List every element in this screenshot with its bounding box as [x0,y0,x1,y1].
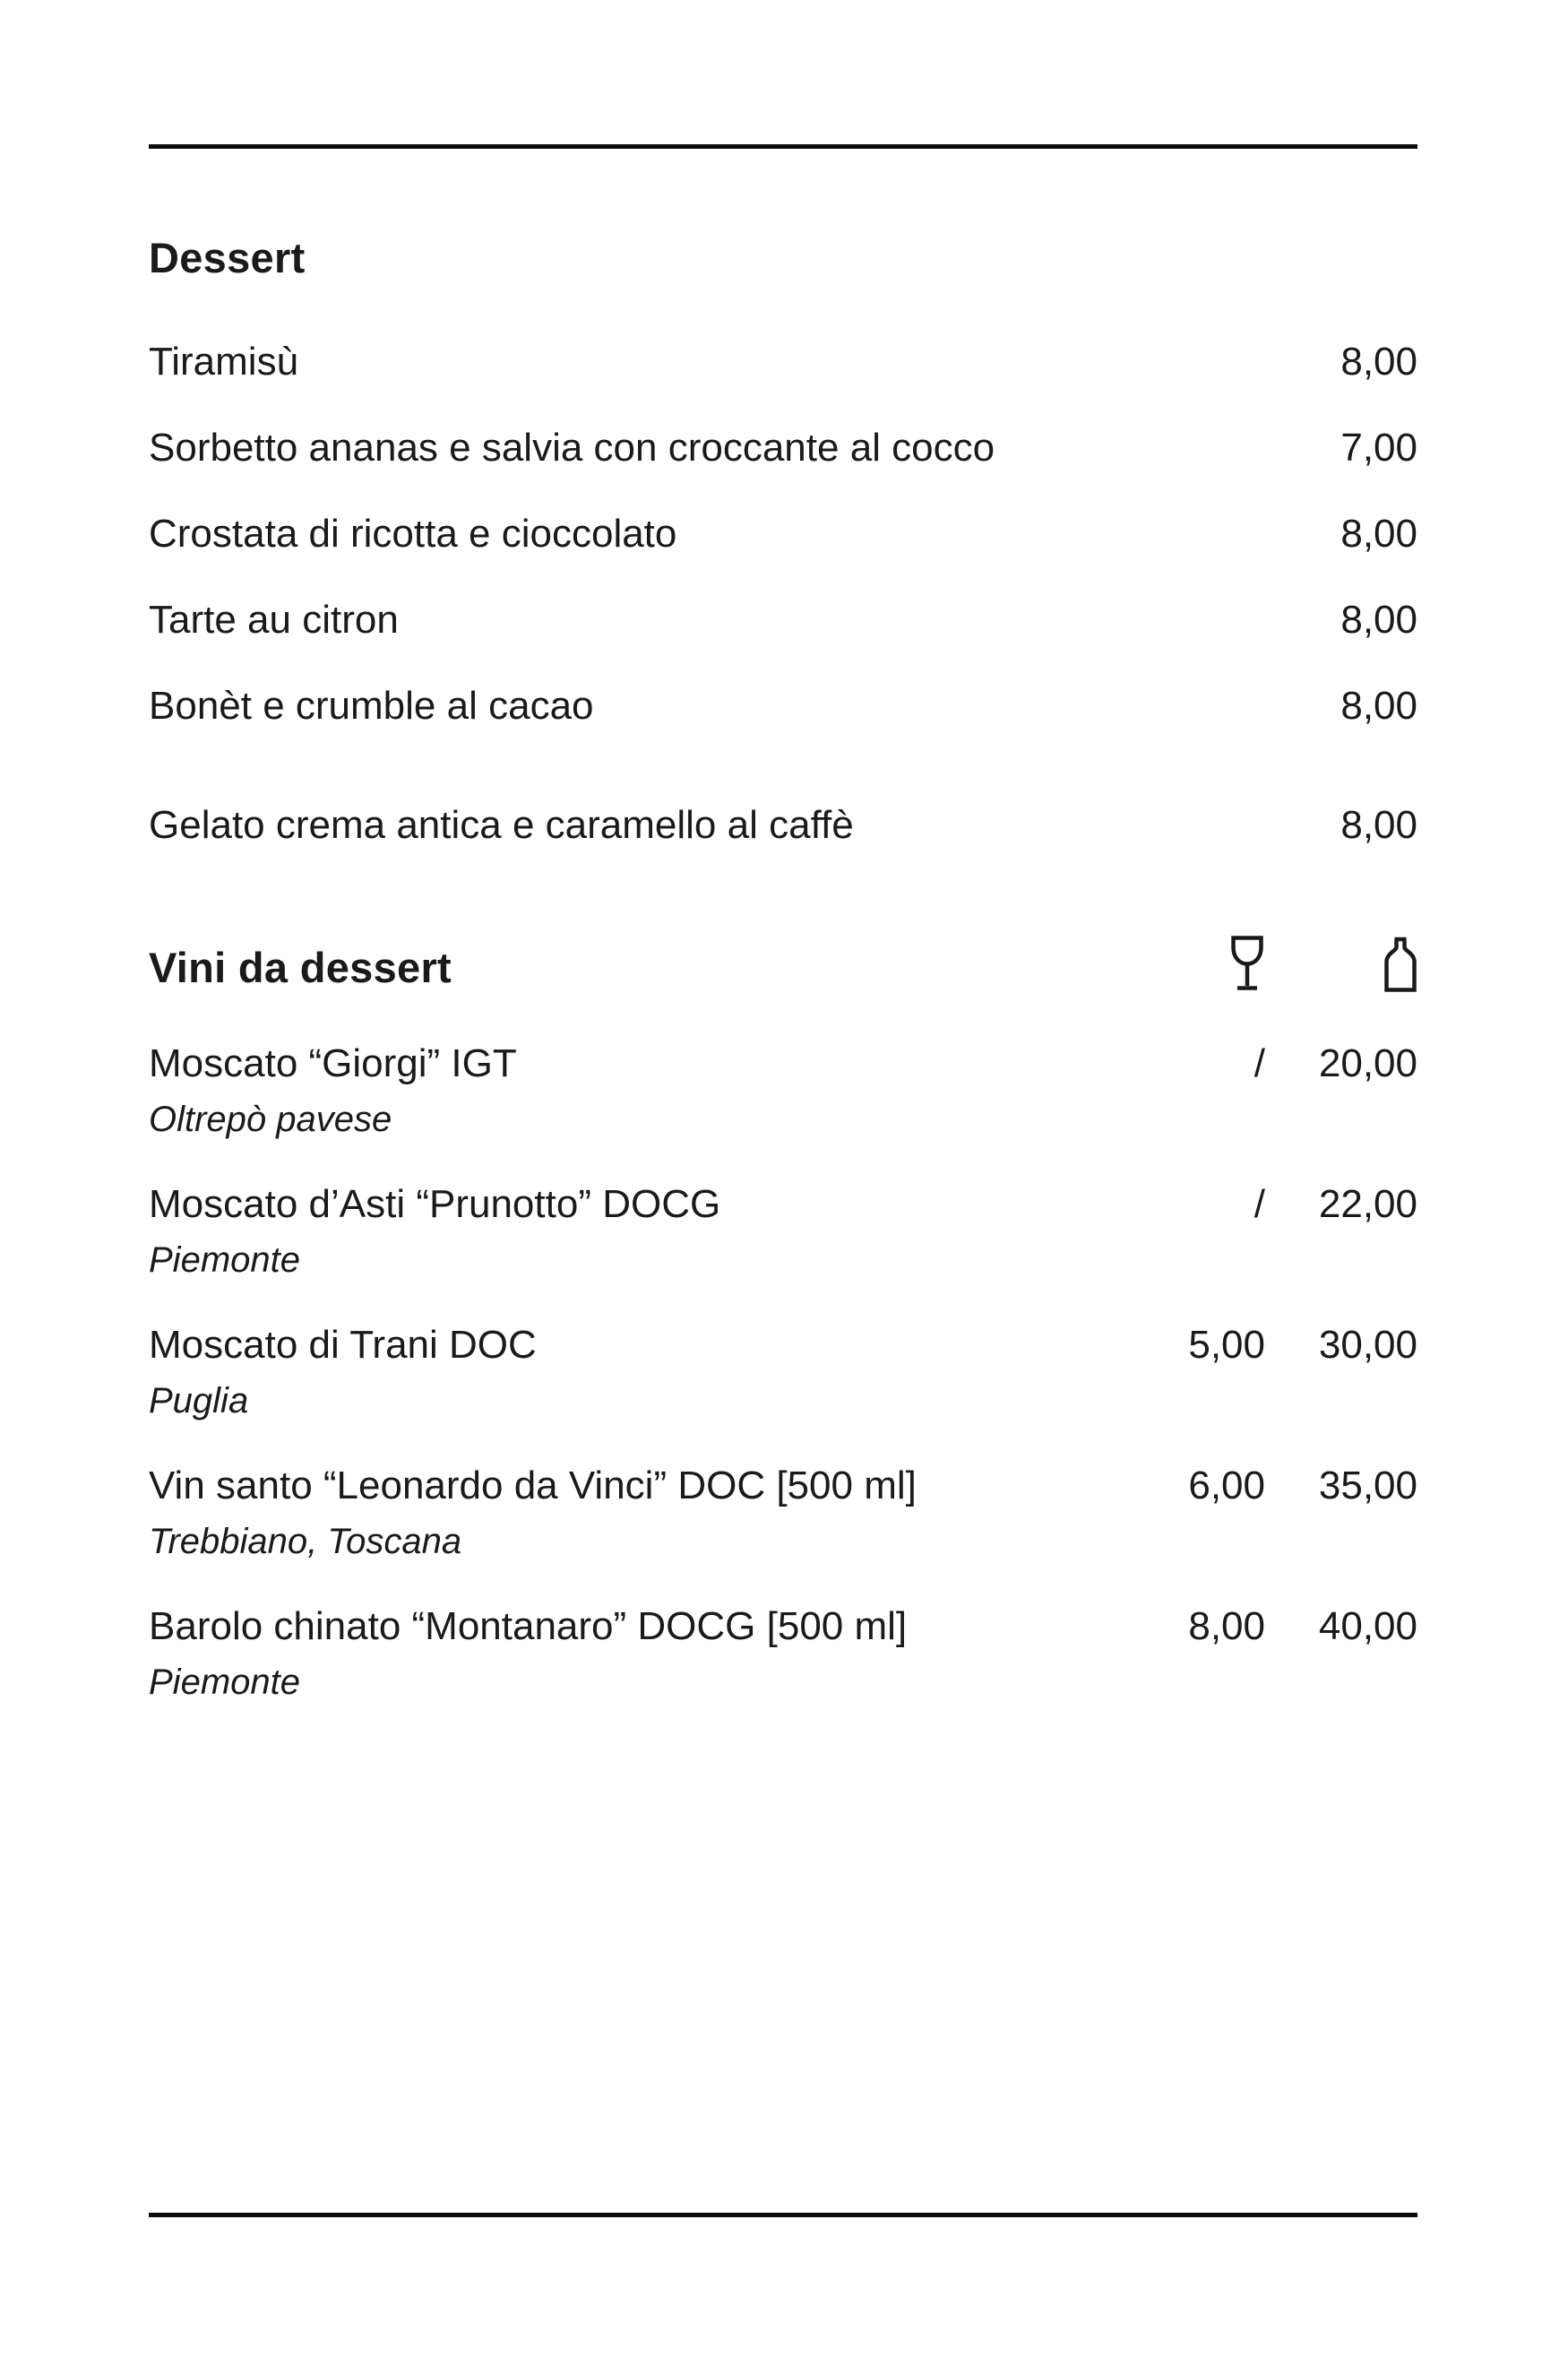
bottom-divider [149,2213,1417,2217]
wine-item-region: Oltrepò pavese [149,1100,392,1139]
dessert-item-name: Bonèt e crumble al cacao [149,684,594,728]
wine-section-header [149,934,1417,993]
dessert-item-name: Gelato crema antica e caramello al caffè [149,803,854,847]
wine-item-name: Moscato “Giorgi” IGT [149,1041,517,1085]
wine-item-name: Vin santo “Leonardo da Vinci” DOC [500 ml] [149,1464,917,1507]
wine-item-bottle-price: 40,00 [1318,1604,1417,1648]
menu-page [0,144,1568,2366]
wine-item-name: Barolo chinato “Montanaro” DOCG [500 ml] [149,1604,908,1648]
dessert-item-row [149,801,1417,850]
dessert-item-name: Sorbetto ananas e salvia con croccante al cocco [149,426,995,470]
dessert-list [149,338,1417,850]
wine-item-bottle-price: 20,00 [1318,1041,1417,1085]
dessert-item-price: 8,00 [1340,340,1417,384]
dessert-item-name: Tarte au citron [149,598,399,642]
wine-bottle-icon [1383,936,1417,993]
page-content [0,144,1568,1703]
wine-item-bottle-price: 35,00 [1318,1464,1417,1507]
bottle-price-column-header [1383,936,1417,993]
wine-item-region: Trebbiano, Toscana [149,1522,462,1561]
dessert-item-row [149,424,1417,472]
dessert-item-row [149,338,1417,386]
wine-section-heading: Vini da dessert [149,944,452,991]
wine-item-glass-price: / [1254,1182,1265,1226]
wine-item-bottle-price: 22,00 [1318,1182,1417,1226]
wine-item-row [149,1180,1417,1281]
dessert-item-name: Tiramisù [149,340,299,384]
dessert-item-row [149,596,1417,644]
wine-list [149,1040,1417,1703]
dessert-item-price: 8,00 [1340,598,1417,642]
glass-price-column-header [1229,934,1265,993]
dessert-item-price: 7,00 [1340,426,1417,470]
wine-item-row [149,1602,1417,1703]
wine-item-glass-price: 6,00 [1188,1464,1265,1507]
wine-item-glass-price: 5,00 [1188,1323,1265,1367]
wine-item-row [149,1040,1417,1140]
dessert-item-name: Crostata di ricotta e cioccolato [149,512,677,556]
wine-item-region: Puglia [149,1381,249,1420]
top-divider [149,144,1417,149]
wine-item-name: Moscato di Trani DOC [149,1323,537,1367]
dessert-item-price: 8,00 [1340,803,1417,847]
wine-item-glass-price: / [1254,1041,1265,1085]
wine-item-glass-price: 8,00 [1188,1604,1265,1648]
dessert-section-heading: Dessert [149,234,306,281]
wine-glass-icon [1229,934,1265,993]
wine-item-bottle-price: 30,00 [1318,1323,1417,1367]
wine-item-region: Piemonte [149,1240,300,1280]
wine-item-row [149,1462,1417,1562]
dessert-item-row [149,682,1417,730]
dessert-item-price: 8,00 [1340,512,1417,556]
wine-item-region: Piemonte [149,1662,300,1702]
wine-item-row [149,1321,1417,1421]
wine-item-name: Moscato d’Asti “Prunotto” DOCG [149,1182,721,1226]
dessert-item-row [149,510,1417,558]
dessert-item-price: 8,00 [1340,684,1417,728]
